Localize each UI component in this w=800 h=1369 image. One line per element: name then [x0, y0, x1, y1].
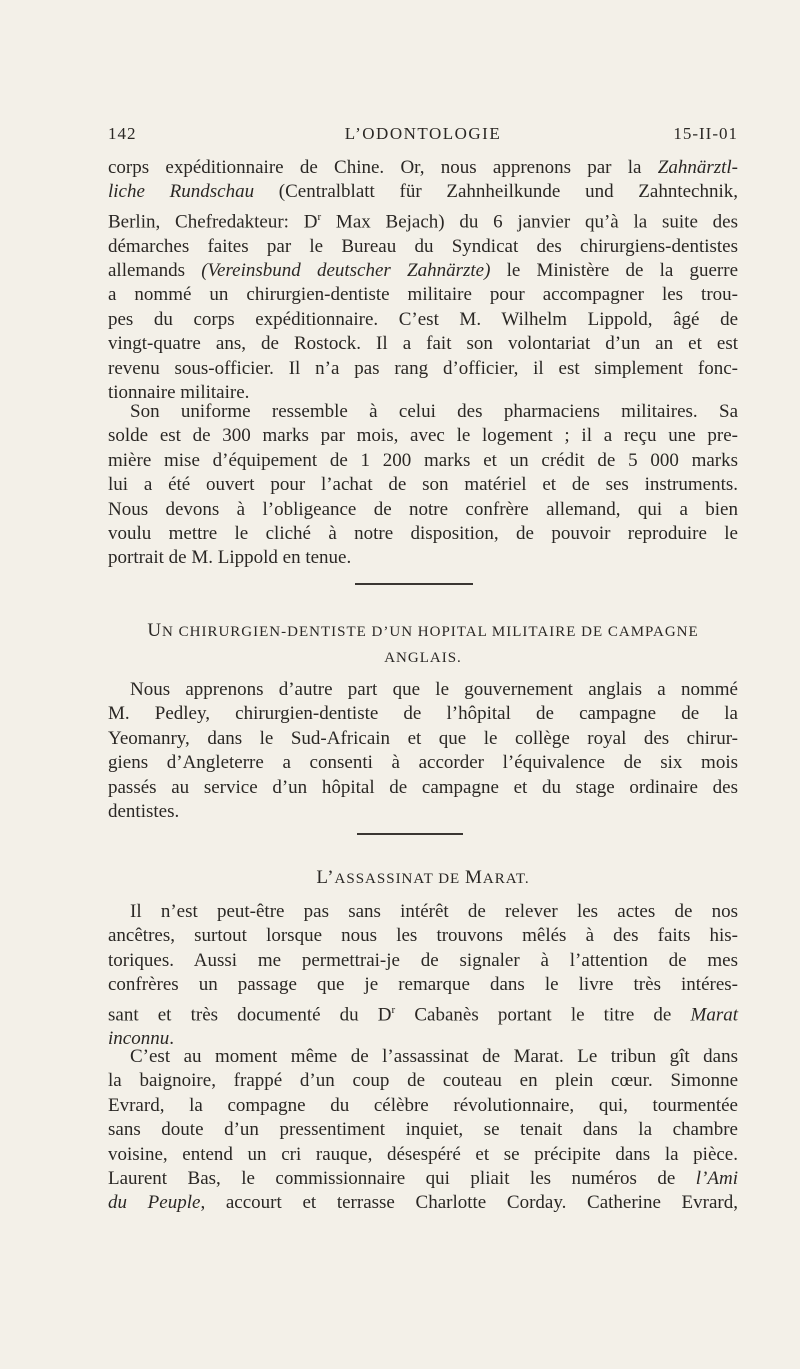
text-line: allemands [108, 259, 202, 281]
text-line: confrères un passage que je remarque dans le livre très intéres- [108, 974, 738, 996]
text-line: revenu sous-officier. Il n’a pas rang d’officier, il est simplement fonc- [108, 357, 738, 379]
text-line: (Centralblatt für Zahnheilkunde und Zahntechnik, [254, 181, 738, 203]
text-line: Cabanès portant le titre de [395, 1003, 691, 1025]
text-line: toriques. Aussi me permettrai-je de signaler à l’attention de mes [108, 949, 738, 971]
text-line: Il n’est peut-être pas sans intérêt de relever les actes de nos [130, 901, 738, 922]
small-caps-initial: L’ [316, 867, 335, 888]
text-italic: du Peuple [108, 1192, 201, 1214]
text-line: voulu mettre le cliché à notre disposition, de pouvoir reproduire le [108, 523, 738, 545]
text-line: la baignoire, frappé d’un coup de couteau en plein cœur. Simonne [108, 1070, 738, 1092]
text-line: corps expéditionnaire de Chine. Or, nous apprenons par la [108, 157, 658, 178]
text-line: passés au service d’un hôpital de campagne et du stage ordinaire des [108, 776, 738, 798]
text-line: Nous devons à l’obligeance de notre confrère allemand, qui a bien [108, 498, 738, 520]
text-line: lui a été ouvert pour l’achat de son matériel et de ses instruments. [108, 474, 738, 496]
small-caps-initial: M [464, 867, 483, 888]
issue-date: 15-II-01 [673, 124, 738, 143]
text-line: Max Bejach) du 6 janvier qu’à la suite des [321, 211, 738, 233]
journal-title: L’ODONTOLOGIE [344, 124, 502, 143]
text-line: Evrard, la compagne du célèbre révolutionnaire, qui, tourmentée [108, 1094, 738, 1116]
text-italic: liche Rundschau [108, 181, 255, 203]
text-line: mière mise d’équipement de 1 200 marks et un crédit de 5 000 marks [108, 449, 738, 471]
text-line: sans doute d’un pressentiment inquiet, se tenait dans la chambre [108, 1119, 738, 1141]
paragraph-lippold [108, 156, 738, 405]
text-line: a nommé un chirurgien-dentiste militaire pour accompagner les trou- [108, 284, 738, 306]
superscript: r [317, 210, 322, 223]
text-line: solde est de 300 marks par mois, avec le logement ; il a reçu une pre- [108, 425, 738, 447]
running-header [108, 124, 738, 150]
text-line: Nous apprenons d’autre part que le gouvernement anglais a nommé [130, 679, 738, 700]
text-line: voisine, entend un cri rauque, désespéré et se précipite dans la pièce. [108, 1143, 738, 1165]
heading-text: ANGLAIS. [384, 650, 462, 666]
heading-text: ASSASSINAT DE [334, 871, 465, 887]
text-line: le Ministère de la guerre [490, 259, 738, 281]
text-line: giens d’Angleterre a consenti à accorder l’équivalence de six mois [108, 752, 738, 774]
book-title-italic: Marat [690, 1003, 738, 1025]
text-line: sant et très documenté du D [108, 1003, 392, 1025]
text-line: portrait de M. Lippold en tenue. [108, 547, 352, 569]
text-italic: Zahnärztl- [657, 157, 738, 178]
paragraph-uniforme [108, 400, 738, 571]
small-caps-initial: U [147, 620, 163, 641]
text-line: vingt-quatre ans, de Rostock. Il a fait son volontariat d’un an et est [108, 333, 738, 355]
section-heading-marat [108, 865, 738, 892]
text-line: Son uniforme ressemble à celui des pharmaciens militaires. Sa [130, 401, 738, 422]
page-number: 142 [108, 124, 137, 143]
text-line: pes du corps expéditionnaire. C’est M. Wilhelm Lippold, âgé de [108, 308, 738, 330]
text-line: ancêtres, surtout lorsque nous les trouvons mêlés à des faits his- [108, 925, 738, 947]
heading-text: N CHIRURGIEN-DENTISTE D’ [162, 624, 390, 640]
section-divider [357, 833, 463, 835]
section-divider [355, 583, 473, 585]
text-italic: l’Ami [695, 1168, 738, 1190]
paragraph-ancetres [108, 900, 738, 1052]
text-line: Berlin, Chefredakteur: D [108, 211, 318, 233]
text-line: démarches faites par le Bureau du Syndicat des chirurgiens-dentistes [108, 235, 738, 257]
text-line: Yeomanry, dans le Sud-Africain et que le collège royal des chirur- [108, 727, 738, 749]
text-line: tionnaire militaire. [108, 381, 250, 403]
paragraph-assassinat [108, 1045, 738, 1216]
paragraph-pedley [108, 678, 738, 824]
text-line: dentistes. [108, 801, 180, 823]
section-heading-chirurgien [108, 618, 738, 671]
superscript: r [391, 1003, 396, 1016]
text-line: Laurent Bas, le commissionnaire qui pliait les numéros de [108, 1168, 696, 1190]
text-italic: (Vereinsbund deutscher Zahnärzte) [201, 259, 491, 281]
heading-text: UN HOPITAL MILITAIRE DE CAMPAGNE [389, 624, 699, 640]
heading-text: ARAT. [482, 871, 530, 887]
text-line: M. Pedley, chirurgien-dentiste de l’hôpital de campagne de la [108, 703, 738, 725]
text-line: . [169, 1028, 174, 1050]
text-line: C’est au moment même de l’assassinat de Marat. Le tribun gît dans [130, 1046, 738, 1067]
book-title-italic: inconnu [108, 1028, 170, 1050]
text-line: , accourt et terrasse Charlotte Corday. Catherine Evrard, [200, 1192, 738, 1214]
